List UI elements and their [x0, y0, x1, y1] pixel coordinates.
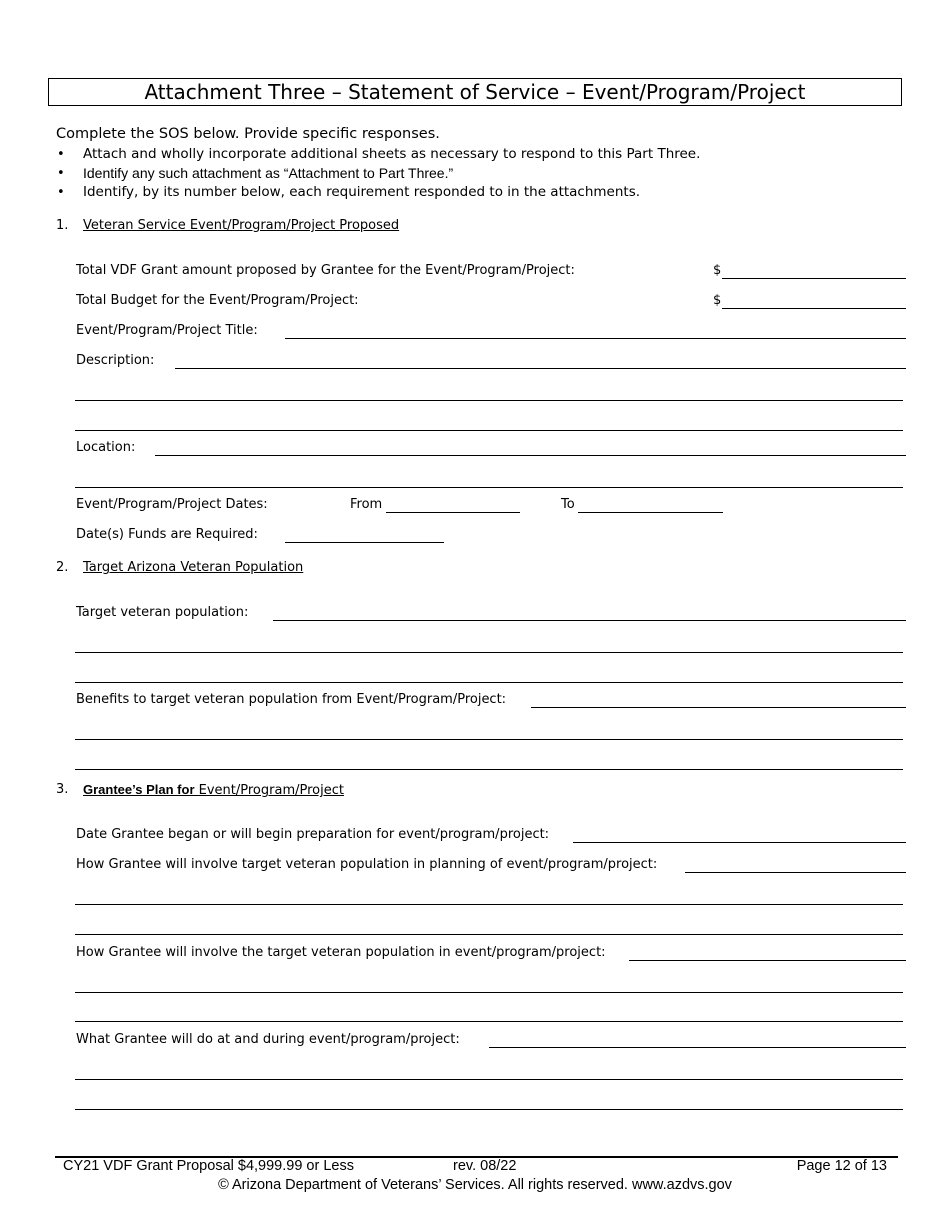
involve-field-line[interactable]	[75, 992, 903, 993]
population-field-line[interactable]	[75, 682, 903, 683]
section-number: 3.	[56, 782, 69, 797]
activities-field[interactable]	[489, 1047, 906, 1048]
footer-revision: rev. 08/22	[453, 1158, 517, 1174]
location-field[interactable]	[155, 455, 906, 456]
currency-symbol: $	[713, 293, 722, 308]
section-number: 2.	[56, 560, 69, 575]
involve-label: How Grantee will involve the target veteran population in event/program/project:	[76, 945, 606, 960]
population-field[interactable]	[273, 620, 906, 621]
benefits-label: Benefits to target veteran population from Event/Program/Project:	[76, 692, 507, 707]
from-date-field[interactable]	[386, 512, 520, 513]
from-label: From	[350, 497, 383, 512]
footer-page-number: Page 12 of 13	[796, 1158, 887, 1174]
section-title	[83, 782, 344, 798]
involve-field-line[interactable]	[75, 1021, 903, 1022]
title-label: Event/Program/Project Title:	[76, 323, 258, 338]
benefits-field[interactable]	[531, 707, 906, 708]
activities-field-line[interactable]	[75, 1109, 903, 1110]
section-title: Veteran Service Event/Program/Project Proposed	[83, 218, 400, 233]
planning-field-line[interactable]	[75, 904, 903, 905]
currency-symbol: $	[713, 263, 722, 278]
planning-field-line[interactable]	[75, 934, 903, 935]
benefits-field-line[interactable]	[75, 739, 903, 740]
intro-text: Complete the SOS below. Provide specific responses.	[56, 126, 440, 142]
section-title-rest: Event/Program/Project	[194, 783, 344, 798]
description-label: Description:	[76, 353, 155, 368]
grant-amount-label: Total VDF Grant amount proposed by Grantee for the Event/Program/Project:	[76, 263, 575, 278]
prep-date-field[interactable]	[573, 842, 906, 843]
funds-date-field[interactable]	[285, 542, 444, 543]
planning-field[interactable]	[685, 872, 906, 873]
bullet-item: Identify, by its number below, each requirement responded to in the attachments.	[83, 184, 641, 200]
title-field[interactable]	[285, 338, 906, 339]
population-field-line[interactable]	[75, 652, 903, 653]
to-label: To	[561, 497, 575, 512]
bullet-icon: •	[57, 147, 65, 162]
population-label: Target veteran population:	[76, 605, 249, 620]
funds-date-label: Date(s) Funds are Required:	[76, 527, 258, 542]
budget-field[interactable]	[722, 308, 906, 309]
footer-doc-name: CY21 VDF Grant Proposal $4,999.99 or Less	[63, 1158, 354, 1174]
grant-amount-field[interactable]	[722, 278, 906, 279]
section-title-bold: Grantee’s Plan for	[83, 782, 195, 797]
description-field[interactable]	[175, 368, 906, 369]
location-field-line[interactable]	[75, 487, 903, 488]
description-field-line[interactable]	[75, 400, 903, 401]
planning-label: How Grantee will involve target veteran population in planning of event/program/project:	[76, 857, 658, 872]
bullet-item: Identify any such attachment as “Attachment to Part Three.”	[83, 165, 454, 181]
bullet-item: Attach and wholly incorporate additional sheets as necessary to respond to this Part Three.	[83, 146, 701, 162]
involve-field[interactable]	[629, 960, 906, 961]
description-field-line[interactable]	[75, 430, 903, 431]
budget-label: Total Budget for the Event/Program/Project:	[76, 293, 359, 308]
page-title: Attachment Three – Statement of Service – Event/Program/Project	[48, 78, 902, 106]
prep-date-label: Date Grantee began or will begin preparation for event/program/project:	[76, 827, 550, 842]
to-date-field[interactable]	[578, 512, 723, 513]
benefits-field-line[interactable]	[75, 769, 903, 770]
activities-field-line[interactable]	[75, 1079, 903, 1080]
bullet-icon: •	[57, 185, 65, 200]
footer-copyright: © Arizona Department of Veterans’ Services. All rights reserved. www.azdvs.gov	[218, 1177, 732, 1193]
dates-label: Event/Program/Project Dates:	[76, 497, 268, 512]
section-number: 1.	[56, 218, 69, 233]
location-label: Location:	[76, 440, 136, 455]
bullet-icon: •	[57, 166, 65, 181]
activities-label: What Grantee will do at and during event/program/project:	[76, 1032, 460, 1047]
section-title: Target Arizona Veteran Population	[83, 560, 304, 575]
